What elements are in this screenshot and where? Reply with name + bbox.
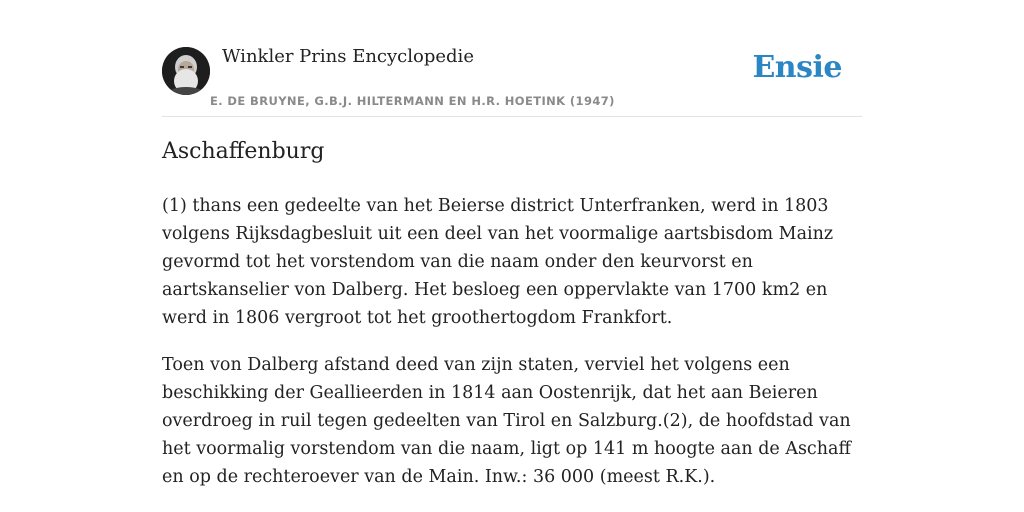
article-paragraph: Toen von Dalberg afstand deed van zijn staten, verviel het volgens een beschikking der Geallieerden in 1814 aan Oostenrijk, dat het aan Beieren overdroeg in ruil tegen gedeelten van Tirol en Salzburg.(2), de hoofdstad van het voormalig vorstendom van die naam, ligt op 141 m hoogte aan de Aschaff en op de rechteroever van de Main. Inw.: 36 000 (meest R.K.). [162,355,851,487]
book-title[interactable]: Winkler Prins Encyclopedie [222,46,474,67]
article-body [162,192,868,510]
site-logo[interactable]: Ensie [752,50,842,85]
article-paragraph: (1) thans een gedeelte van het Beierse district Unterfranken, werd in 1803 volgens Rijksdagbesluit uit een deel van het voormalige aartsbisdom Mainz gevormd tot het vorstendom van die naam onder den keurvorst en aartskanselier von Dalberg. Het besloeg een oppervlakte van 1700 km2 en werd in 1806 vergroot tot het groothertogdom Frankfort. [162,196,834,328]
book-authors: E. DE BRUYNE, G.B.J. HILTERMANN EN H.R. HOETINK (1947) [210,94,615,108]
author-portrait[interactable] [162,47,210,95]
page-title: Aschaffenburg [162,139,325,164]
header [162,44,862,117]
